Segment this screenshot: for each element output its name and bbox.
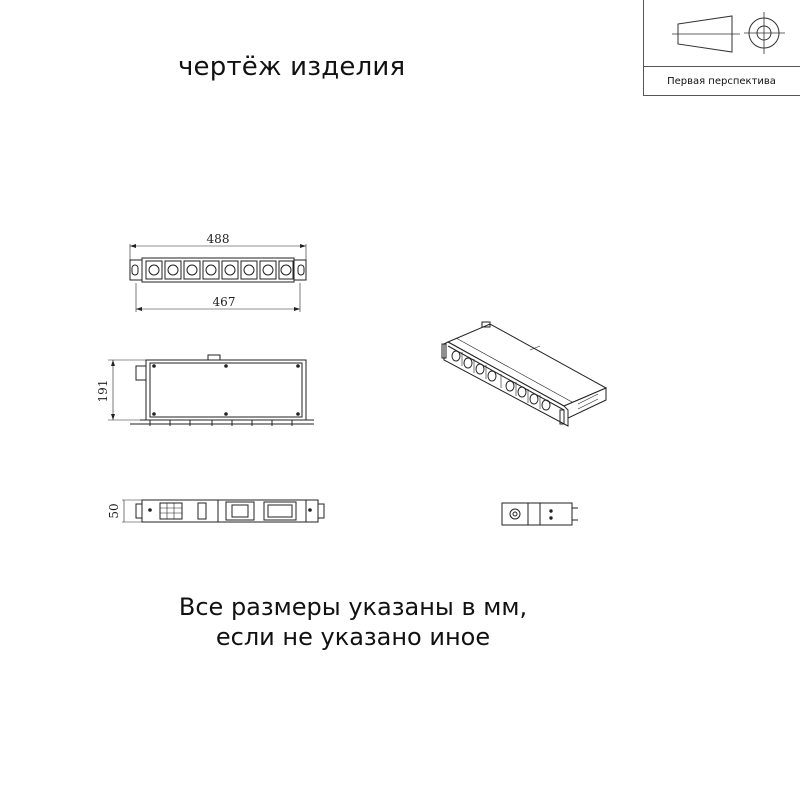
dim-depth: 191 — [96, 379, 110, 403]
projection-caption: Первая перспектива — [643, 66, 800, 96]
rear-view — [122, 500, 324, 522]
units-note — [0, 592, 706, 652]
dim-body-width: 467 — [212, 295, 236, 309]
units-note-line-2: если не указано иное — [215, 623, 491, 651]
side-view — [502, 503, 578, 525]
dim-overall-width: 488 — [206, 232, 230, 246]
isometric-view — [442, 322, 606, 426]
units-note-line-1: Все размеры указаны в мм, — [178, 593, 528, 621]
top-view — [108, 355, 314, 426]
drawing-title: чертёж изделия — [178, 52, 406, 82]
dim-height: 50 — [107, 503, 121, 519]
